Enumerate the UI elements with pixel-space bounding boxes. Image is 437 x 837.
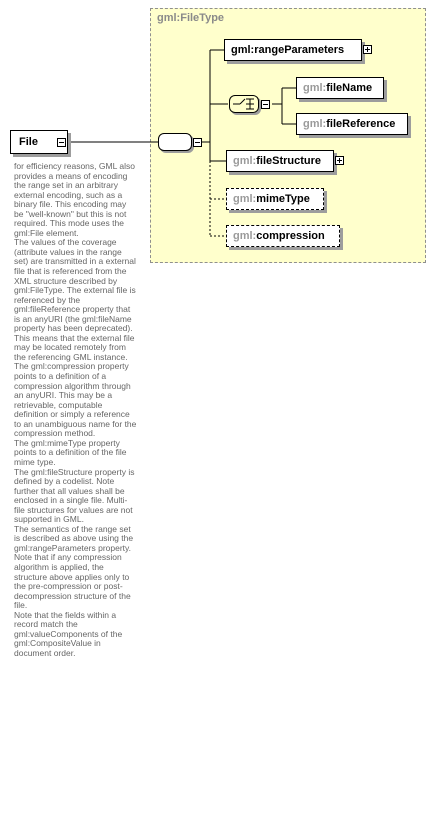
file-root-label: File: [19, 136, 38, 148]
doc-paragraph: for efficiency reasons, GML also provides a means of encoding the range set in an arbitrary external encoding, such as a binary file. This encoding may be "well-known" but this is not required. This mode uses the gml:File element.: [14, 161, 135, 238]
doc-paragraph: The gml:fileStructure property is defined by a codelist. Note further that all values shall be enclosed in a single file. Multi-file structures for values are not supported in GML.: [14, 466, 135, 525]
choice-collapse-icon[interactable]: [261, 100, 270, 109]
filename-element[interactable]: gml:fileName: [296, 77, 384, 99]
choice-compositor: [229, 95, 259, 113]
doc-paragraph: The gml:mimeType property points to a definition of the file mime type.: [14, 437, 127, 467]
compression-element[interactable]: gml:compression: [226, 225, 340, 247]
doc-paragraph: Note that if any compression algorithm is applied, the structure above applies only to the pre-compression or post-decompression structure of the file.: [14, 552, 131, 611]
doc-paragraph: The values of the coverage (attribute values in the range set) are transmitted in a external file that is referenced from the XML structure described by gml:FileType. The external file is referenced by the gml:fileReference property that is an anyURI (the gml:fileName property has been deprecated). This means that the external file may be located remotely from the referencing GML instance.: [14, 237, 136, 362]
filestructure-expand-icon[interactable]: [335, 156, 344, 165]
rangeparameters-expand-icon[interactable]: [363, 45, 372, 54]
filestructure-element[interactable]: gml:fileStructure: [226, 150, 334, 172]
doc-paragraph: The gml:compression property points to a definition of a compression algorithm through an anyURI. This may be a retrievable, computable definition or simply a reference to an unambiguous name for the compression method.: [14, 361, 137, 439]
doc-paragraph: Note that the fields within a record match the gml:valueComponents of the gml:CompositeValue in document order.: [14, 609, 123, 658]
sequence-compositor: [158, 133, 192, 151]
doc-paragraph: The semantics of the range set is described as above using the gml:rangeParameters property.: [14, 523, 134, 553]
mimetype-element[interactable]: gml:mimeType: [226, 188, 324, 210]
filereference-element[interactable]: gml:fileReference: [296, 113, 408, 135]
filetype-title: gml:FileType: [157, 12, 225, 24]
rangeparameters-element[interactable]: gml:rangeParameters: [224, 39, 362, 61]
sequence-collapse-icon[interactable]: [193, 138, 202, 147]
documentation-text: [14, 162, 138, 658]
root-collapse-icon[interactable]: [57, 138, 66, 147]
